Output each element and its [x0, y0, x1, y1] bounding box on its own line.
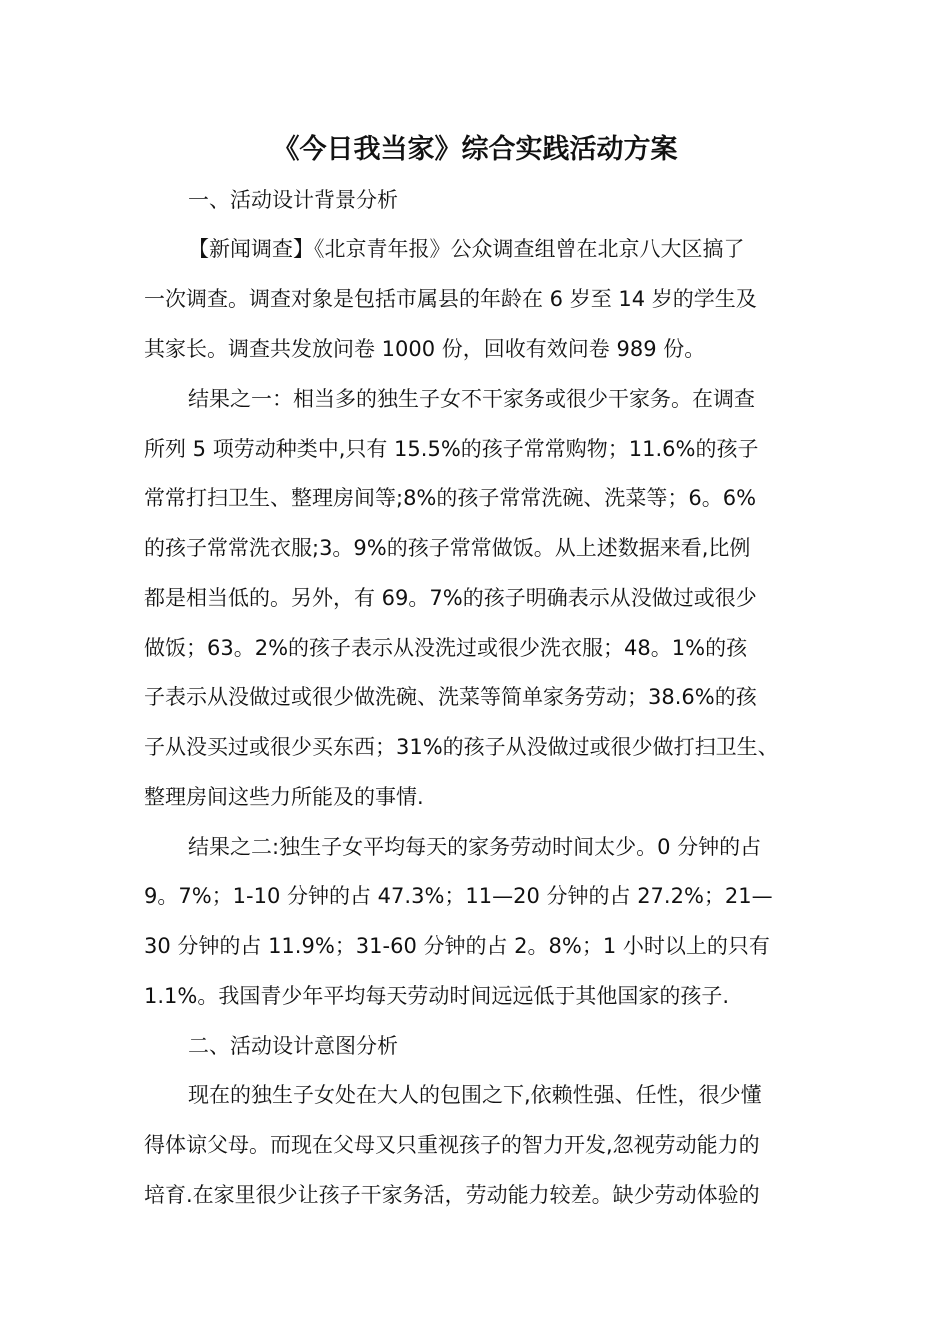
paragraph-line: 结果之一：相当多的独生子女不干家务或很少干家务。在调查: [188, 387, 755, 411]
paragraph-line: 1.1%。我国青少年平均每天劳动时间远远低于其他国家的孩子.: [144, 984, 730, 1008]
paragraph-line: 结果之二:独生子女平均每天的家务劳动时间太少。0 分钟的占: [188, 835, 762, 859]
paragraph-line: 一次调查。调查对象是包括市属县的年龄在 6 岁至 14 岁的学生及: [144, 287, 757, 311]
paragraph-line: 子表示从没做过或很少做洗碗、洗菜等简单家务劳动；38.6%的孩: [144, 685, 757, 709]
paragraph-line: 其家长。调查共发放问卷 1000 份，回收有效问卷 989 份。: [144, 337, 706, 361]
paragraph-line: 所列 5 项劳动种类中,只有 15.5%的孩子常常购物；11.6%的孩子: [144, 437, 759, 461]
paragraph-line: 30 分钟的占 11.9%；31-60 分钟的占 2。8%；1 小时以上的只有: [144, 934, 770, 958]
paragraph-line: 【新闻调查】《北京青年报》公众调查组曾在北京八大区搞了: [188, 237, 745, 261]
paragraph-line: 的孩子常常洗衣服;3。9%的孩子常常做饭。从上述数据来看,比例: [144, 536, 751, 560]
document-title: 《今日我当家》综合实践活动方案: [272, 134, 678, 165]
paragraph-line: 9。7%；1-10 分钟的占 47.3%；11—20 分钟的占 27.2%；21—: [144, 884, 773, 908]
paragraph-line: 现在的独生子女处在大人的包围之下,依赖性强、任性，很少懂: [188, 1083, 762, 1107]
section-heading-intent: 二、活动设计意图分析: [188, 1034, 398, 1058]
paragraph-line: 子从没买过或很少买东西；31%的孩子从没做过或很少做打扫卫生、: [144, 735, 779, 759]
paragraph-line: 做饭；63。2%的孩子表示从没洗过或很少洗衣服；48。1%的孩: [144, 636, 748, 660]
paragraph-line: 常常打扫卫生、整理房间等;8%的孩子常常洗碗、洗菜等；6。6%: [144, 486, 757, 510]
section-heading-background: 一、活动设计背景分析: [188, 188, 398, 212]
paragraph-line: 都是相当低的。另外，有 69。7%的孩子明确表示从没做过或很少: [144, 586, 757, 610]
paragraph-line: 得体谅父母。而现在父母又只重视孩子的智力开发,忽视劳动能力的: [144, 1133, 760, 1157]
paragraph-line: 整理房间这些力所能及的事情.: [144, 785, 424, 809]
paragraph-line: 培育.在家里很少让孩子干家务活，劳动能力较差。缺少劳动体验的: [144, 1183, 760, 1207]
